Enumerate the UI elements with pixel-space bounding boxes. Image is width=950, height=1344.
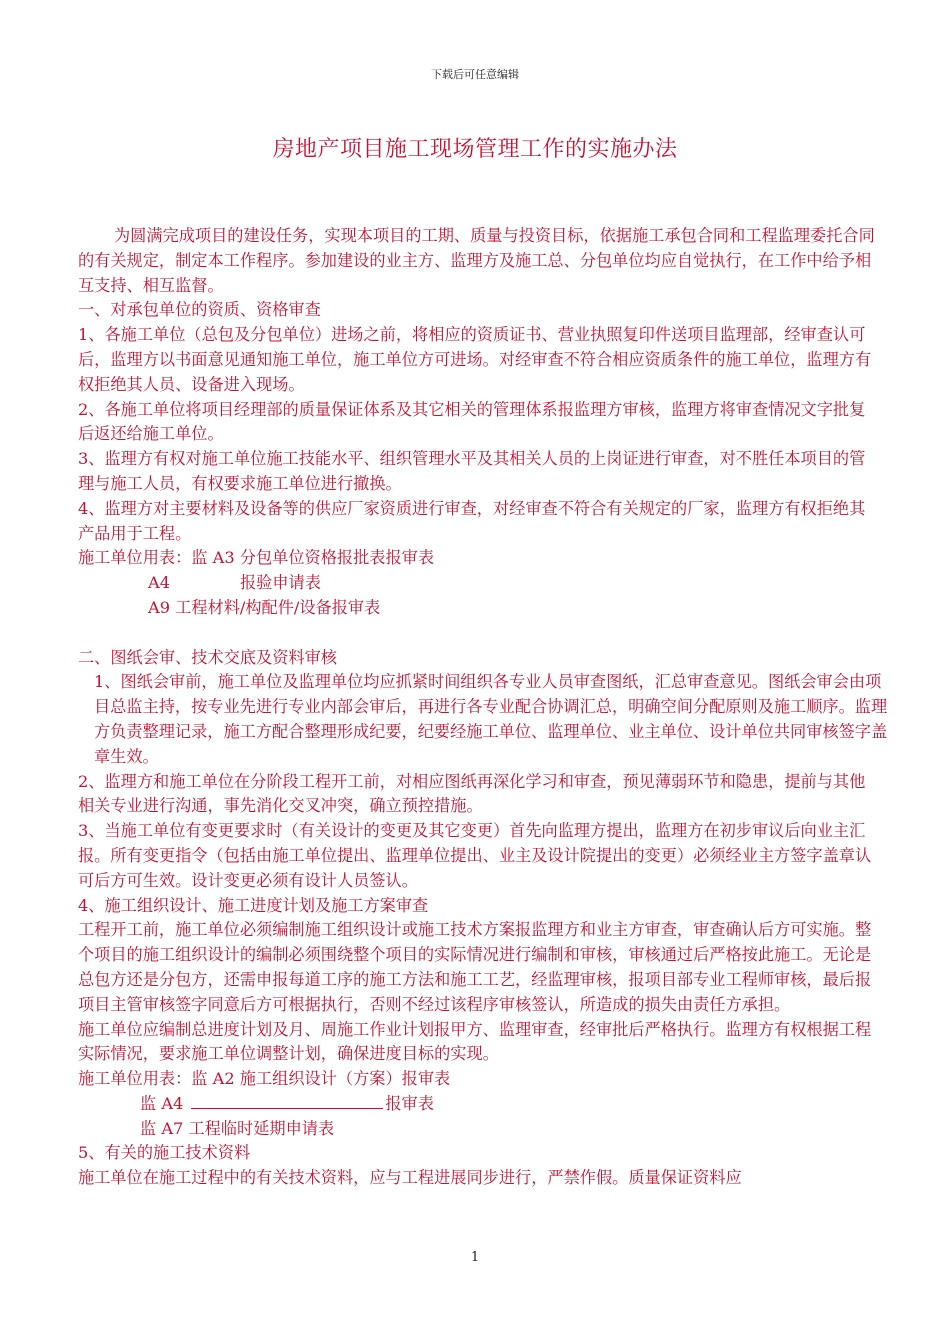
paragraph-2-4a: 工程开工前，施工单位必须编制施工组织设计或施工技术方案报监理方和业主方审查，审查确认后方可实施。整个项目的施工组织设计的编制必须围绕整个项目的实际情况进行编制和审核，审核通过后严格按此施工。无论是总包方还是分包方，还需申报每道工序的施工方法和施工工艺，经监理审核，报项目部专业工程师审核，最后报项目主管审核签字同意后方可根据执行，否则不经过该程序审核签认，所造成的损失由责任方承担。 <box>78 920 872 1014</box>
page-header: 下载后可任意编辑 <box>431 68 519 81</box>
document-title: 房地产项目施工现场管理工作的实施办法 <box>272 137 678 162</box>
section-heading-2: 二、图纸会审、技术交底及资料审核 <box>78 647 337 667</box>
forms-line-a9: A9 工程材料/构配件/设备报审表 <box>148 597 381 617</box>
paragraph-1-4: 4、监理方对主要材料及设备等的供应厂家资质进行审查，对经审查不符合有关规定的厂家，监理方有权拒绝其产品用于工程。 <box>78 498 866 543</box>
forms-line-a2: 施工单位用表：监 A2 施工组织设计（方案）报审表 <box>78 1069 451 1089</box>
subheading-2-4: 4、施工组织设计、施工进度计划及施工方案审查 <box>78 895 429 915</box>
section-heading-1: 一、对承包单位的资质、资格审查 <box>78 300 321 320</box>
paragraph-2-1: 1、图纸会审前，施工单位及监理单位均应抓紧时间组织各专业人员审查图纸，汇总审查意见。图纸会审会由项目总监主持，按专业先进行专业内部会审后，再进行各专业配合协调汇总，明确空间分配原则及施工顺序。监理方负责整理记录，施工方配合整理形成纪要，纪要经施工单位、监理单位、业主单位、设计单位共同审核签字盖章生效。 <box>94 672 888 766</box>
form-code: A4 <box>148 573 170 593</box>
fill-in-blank <box>191 1092 383 1109</box>
paragraph-2-5: 施工单位在施工过程中的有关技术资料，应与工程进展同步进行，严禁作假。质量保证资料应 <box>78 1168 742 1188</box>
paragraph-2-3: 3、当施工单位有变更要求时（有关设计的变更及其它变更）首先向监理方提出，监理方在初步审议后向业主汇报。所有变更指令（包括由施工单位提出、监理单位提出、业主及设计院提出的变更）必须经业主方签字盖章认可后方可生效。设计变更必须有设计人员签认。 <box>78 821 872 890</box>
page-number: 1 <box>470 1250 480 1265</box>
forms-line-a7: 监 A7 工程临时延期申请表 <box>140 1118 335 1138</box>
intro-paragraph: 为圆满完成项目的建设任务，实现本项目的工期、质量与投资目标，依据施工承包合同和工程监理委托合同的有关规定，制定本工作程序。参加建设的业主方、监理方及施工总、分包单位均应自觉执行，在工作中给予相互支持、相互监督。 <box>78 226 875 295</box>
paragraph-1-3: 3、监理方有权对施工单位施工技能水平、组织管理水平及其相关人员的上岗证进行审查，对不胜任本项目的管理与施工人员，有权要求施工单位进行撤换。 <box>78 449 866 493</box>
paragraph-1-2: 2、各施工单位将项目经理部的质量保证体系及其它相关的管理体系报监理方审核，监理方将审查情况文字批复后返还给施工单位。 <box>78 399 866 444</box>
forms-line-a4 <box>78 571 878 596</box>
forms-line-a4b <box>78 1092 878 1117</box>
paragraph-2-2: 2、监理方和施工单位在分阶段工程开工前，对相应图纸再深化学习和审查，预见薄弱环节和隐患，提前与其他相关专业进行沟通，事先消化交叉冲突，确立预控措施。 <box>78 771 866 816</box>
paragraph-2-4b: 施工单位应编制总进度计划及月、周施工作业计划报甲方、监理审查，经审批后严格执行。监理方有权根据工程实际情况，要求施工单位调整计划，确保进度目标的实现。 <box>78 1019 872 1064</box>
form-code: 监 A4 <box>140 1093 184 1113</box>
form-name: 报验申请表 <box>240 573 321 593</box>
form-name: 报审表 <box>385 1093 434 1113</box>
document-body <box>78 224 888 1191</box>
forms-line-a3: 施工单位用表：监 A3 分包单位资格报批表报审表 <box>78 548 435 568</box>
paragraph-1-1: 1、各施工单位（总包及分包单位）进场之前，将相应的资质证书、营业执照复印件送项目监理部，经审查认可后，监理方以书面意见通知施工单位，施工单位方可进场。对经审查不符合相应资质条件的施工单位，监理方有权拒绝其人员、设备进入现场。 <box>78 325 872 394</box>
subheading-2-5: 5、有关的施工技术资料 <box>78 1143 251 1163</box>
spacer <box>78 621 878 646</box>
